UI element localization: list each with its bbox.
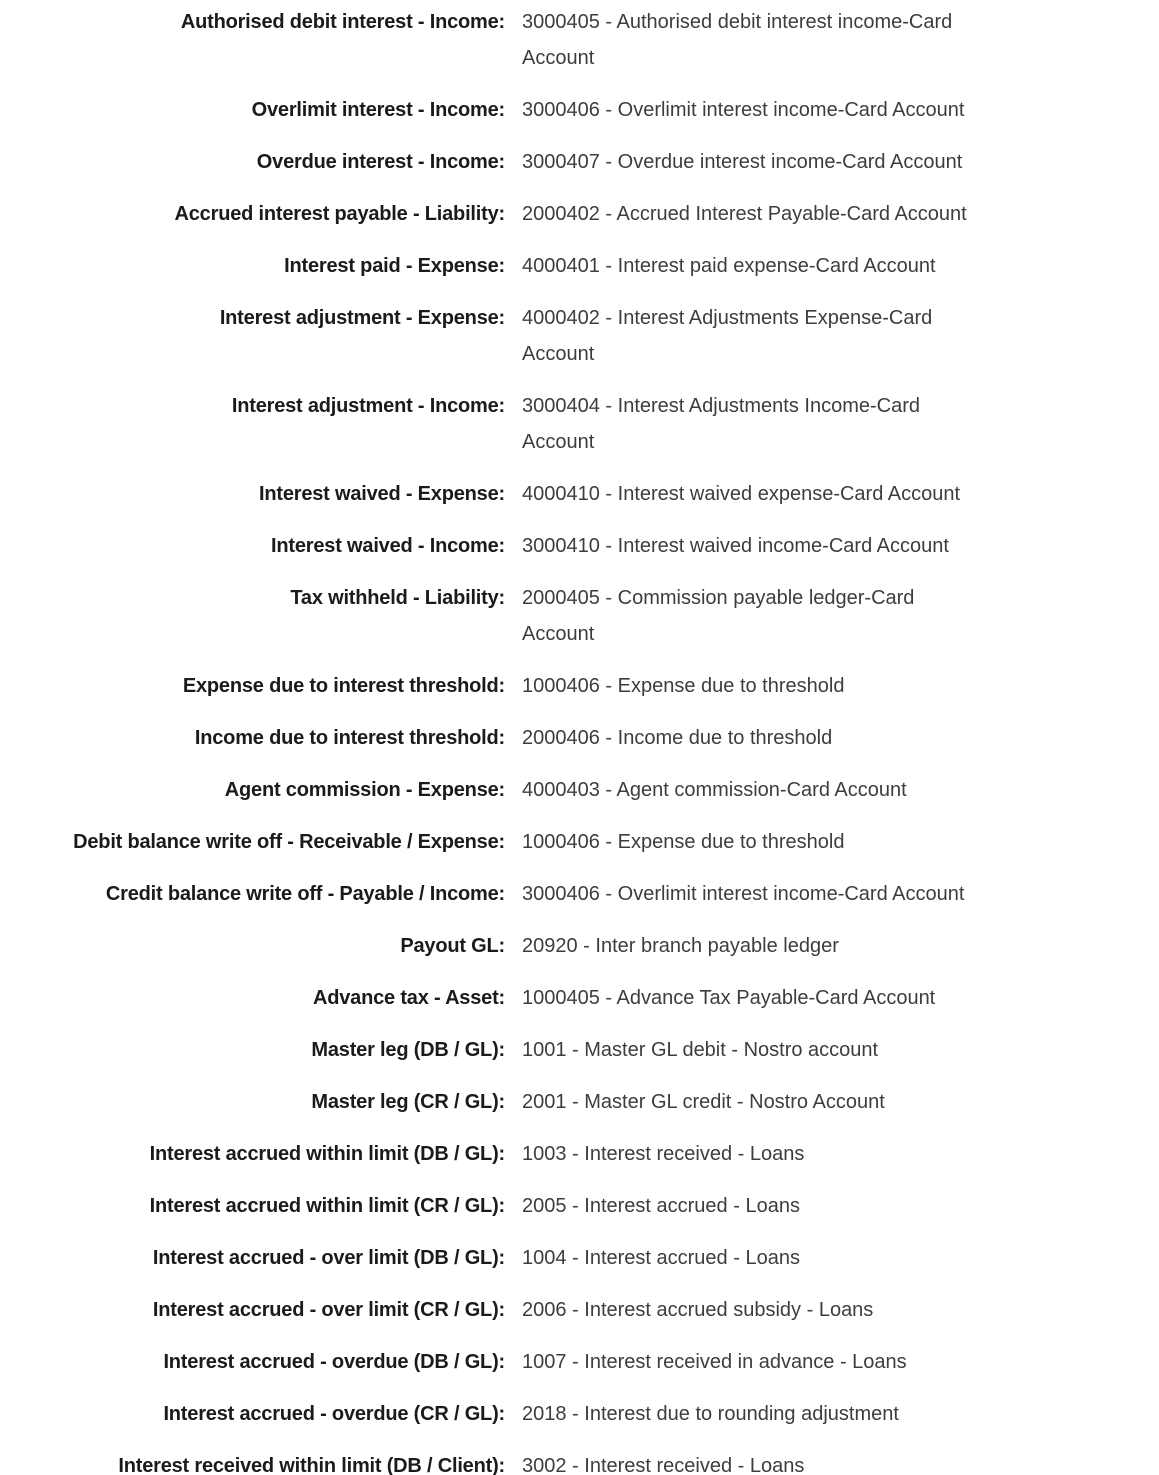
field-label: Authorised debit interest - Income:	[180, 11, 505, 33]
field-row	[0, 1344, 1159, 1380]
field-row	[0, 300, 1159, 372]
field-row	[0, 248, 1159, 284]
field-row	[0, 1448, 1159, 1475]
field-row	[0, 928, 1159, 964]
field-label: Interest received within limit (DB / Client):	[118, 1455, 505, 1475]
field-row	[0, 92, 1159, 128]
field-value: 3000407 - Overdue interest income-Card Account	[522, 151, 963, 173]
field-value: 1001 - Master GL debit - Nostro account	[522, 1039, 879, 1061]
field-value: 2005 - Interest accrued - Loans	[522, 1195, 800, 1217]
field-row	[0, 580, 1159, 652]
field-value: 3002 - Interest received - Loans	[522, 1455, 805, 1475]
field-value: 2006 - Interest accrued subsidy - Loans	[522, 1299, 874, 1321]
field-value: 1000406 - Expense due to threshold	[522, 831, 845, 853]
field-row	[0, 980, 1159, 1016]
field-value: 1000406 - Expense due to threshold	[522, 675, 845, 697]
field-label: Interest accrued - overdue (DB / GL):	[163, 1351, 505, 1373]
field-row	[0, 876, 1159, 912]
field-value: 1000405 - Advance Tax Payable-Card Account	[522, 987, 936, 1009]
field-value: 3000405 - Authorised debit interest income-Card Account	[522, 11, 953, 69]
field-row	[0, 1396, 1159, 1432]
field-label: Interest accrued within limit (DB / GL):	[149, 1143, 505, 1165]
field-value: 1003 - Interest received - Loans	[522, 1143, 805, 1165]
field-label: Interest accrued within limit (CR / GL):	[149, 1195, 505, 1217]
field-label: Credit balance write off - Payable / Income:	[105, 883, 505, 905]
field-row	[0, 824, 1159, 860]
field-row	[0, 1292, 1159, 1328]
field-row	[0, 476, 1159, 512]
field-label: Debit balance write off - Receivable / Expense:	[73, 831, 505, 853]
field-row	[0, 528, 1159, 564]
field-row	[0, 144, 1159, 180]
field-value: 2001 - Master GL credit - Nostro Account	[522, 1091, 885, 1113]
field-label: Expense due to interest threshold:	[182, 675, 505, 697]
field-label: Payout GL:	[400, 935, 505, 957]
field-row	[0, 1136, 1159, 1172]
field-value: 2000402 - Accrued Interest Payable-Card Account	[522, 203, 967, 225]
field-label: Interest waived - Expense:	[258, 483, 505, 505]
field-row	[0, 388, 1159, 460]
field-row	[0, 1032, 1159, 1068]
field-row	[0, 1240, 1159, 1276]
field-label: Interest waived - Income:	[271, 535, 505, 557]
field-label: Tax withheld - Liability:	[290, 587, 505, 609]
field-label: Interest adjustment - Expense:	[219, 307, 505, 329]
field-value: 4000403 - Agent commission-Card Account	[522, 779, 907, 801]
field-row	[0, 1084, 1159, 1120]
field-label: Overdue interest - Income:	[256, 151, 505, 173]
field-label: Interest paid - Expense:	[284, 255, 505, 277]
field-label: Income due to interest threshold:	[194, 727, 505, 749]
field-value: 3000410 - Interest waived income-Card Account	[522, 535, 949, 557]
field-value: 1004 - Interest accrued - Loans	[522, 1247, 800, 1269]
field-value: 3000406 - Overlimit interest income-Card Account	[522, 99, 965, 121]
field-row	[0, 668, 1159, 704]
field-value: 2000405 - Commission payable ledger-Card Account	[522, 587, 915, 645]
field-value: 1007 - Interest received in advance - Loans	[522, 1351, 907, 1373]
field-row	[0, 196, 1159, 232]
field-label: Master leg (CR / GL):	[311, 1091, 505, 1113]
field-value: 4000410 - Interest waived expense-Card Account	[522, 483, 961, 505]
field-value: 3000404 - Interest Adjustments Income-Card Account	[522, 395, 920, 453]
detail-field-list	[0, 4, 1159, 1475]
field-row	[0, 720, 1159, 756]
field-row	[0, 772, 1159, 808]
field-value: 2000406 - Income due to threshold	[522, 727, 833, 749]
field-value: 4000401 - Interest paid expense-Card Account	[522, 255, 936, 277]
field-value: 4000402 - Interest Adjustments Expense-Card Account	[522, 307, 933, 365]
field-value: 20920 - Inter branch payable ledger	[522, 935, 839, 957]
field-label: Overlimit interest - Income:	[251, 99, 505, 121]
field-value: 3000406 - Overlimit interest income-Card Account	[522, 883, 965, 905]
field-label: Interest accrued - over limit (CR / GL):	[152, 1299, 505, 1321]
field-label: Master leg (DB / GL):	[311, 1039, 505, 1061]
field-value: 2018 - Interest due to rounding adjustment	[522, 1403, 899, 1425]
field-row	[0, 1188, 1159, 1224]
field-label: Agent commission - Expense:	[224, 779, 505, 801]
field-label: Interest accrued - overdue (CR / GL):	[163, 1403, 505, 1425]
field-label: Interest accrued - over limit (DB / GL):	[152, 1247, 505, 1269]
field-label: Interest adjustment - Income:	[231, 395, 505, 417]
field-row	[0, 4, 1159, 76]
field-label: Accrued interest payable - Liability:	[174, 203, 505, 225]
field-label: Advance tax - Asset:	[313, 987, 505, 1009]
